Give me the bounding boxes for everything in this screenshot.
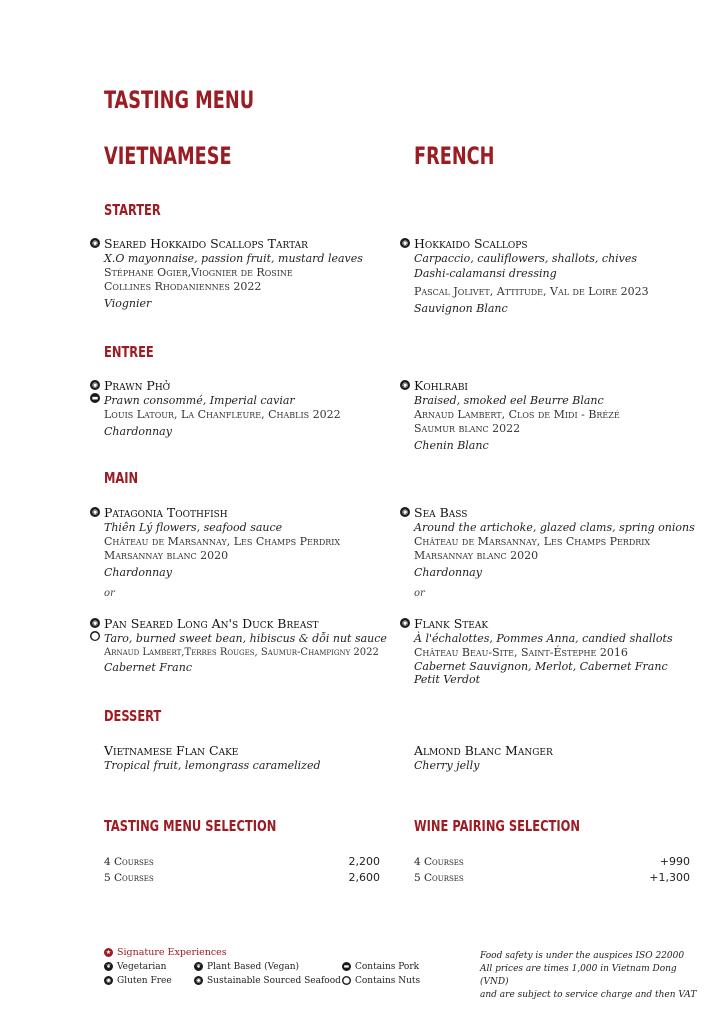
dish-dessert-french	[414, 743, 714, 773]
legend-signature	[104, 947, 227, 958]
grape-variety: Chardonnay	[414, 566, 482, 579]
dish-name: Prawn Phở	[104, 378, 171, 393]
wine-pairing-line2: Collines Rhodaniennes 2022	[104, 280, 262, 293]
column-title-vietnamese: VIETNAMESE	[104, 142, 232, 170]
wine-option-price: +1,300	[649, 871, 690, 884]
note-line: Food safety is under the auspices ISO 22000	[480, 951, 685, 961]
tasting-option-price: 2,200	[348, 855, 380, 868]
legend-contains-nuts	[342, 976, 420, 986]
contains-nuts-icon: ⬤	[343, 977, 350, 984]
dish-name: Pan Seared Long An's Duck Breast	[104, 616, 319, 631]
wine-pairing-line2: Marsannay blanc 2020	[414, 549, 539, 562]
dish-dessert-vietnamese	[104, 743, 404, 773]
dish-description: Taro, burned sweet bean, hibiscus & dỗi nut sauce	[104, 632, 387, 645]
sustainable-seafood-icon: ◉	[91, 508, 99, 516]
dish-name: Seared Hokkaido Scallops Tartar	[104, 236, 308, 251]
course-heading-entree: ENTREE	[104, 343, 154, 361]
wine-pairing-line2: Saumur blanc 2022	[414, 422, 521, 435]
grape-variety: Chardonnay	[104, 566, 172, 579]
dish-description: Cherry jelly	[414, 759, 480, 772]
wine-pairing: Arnaud Lambert,Terres Rouges, Saumur-Champigny 2022	[104, 647, 379, 658]
wine-option-label: 4 Courses	[414, 856, 464, 868]
wine-pairing: Louis Latour, La Chanfleure, Chablis 2022	[104, 408, 341, 421]
legend-label: Sustainable Sourced Seafood	[207, 976, 341, 986]
dish-description: Thiên Lý flowers, seafood sauce	[104, 521, 283, 534]
dish-description: À l'échalottes, Pommes Anna, candied shallots	[414, 632, 673, 645]
tasting-option-label: 5 Courses	[104, 872, 154, 884]
contains-pork-icon: ▬	[91, 394, 99, 402]
legend-gluten-free	[104, 976, 172, 986]
sustainable-seafood-icon: ◉	[401, 381, 409, 389]
note-line: and are subject to service charge and then VAT	[480, 990, 697, 1000]
wine-pairing-line2: Marsannay blanc 2020	[104, 549, 229, 562]
wine-selection-title: WINE PAIRING SELECTION	[414, 817, 580, 835]
tasting-option-price: 2,600	[348, 871, 380, 884]
legend-vegetarian	[104, 962, 166, 972]
sustainable-seafood-icon: ◉	[91, 239, 99, 247]
vegetarian-icon: ❦	[105, 963, 112, 970]
footer-notes	[480, 950, 700, 1002]
wine-pairing: Pascal Jolivet, Attitude, Val de Loire 2023	[414, 285, 649, 298]
contains-pork-icon: ▬	[343, 963, 350, 970]
tasting-option-label: 4 Courses	[104, 856, 154, 868]
dish-starter-french	[414, 236, 714, 316]
sustainable-seafood-icon: ◉	[401, 508, 409, 516]
dish-name: Flank Steak	[414, 616, 489, 631]
dish-starter-vietnamese	[104, 236, 404, 311]
dish-description-line2: Dashi-calamansi dressing	[414, 267, 557, 280]
legend-contains-pork	[342, 962, 419, 972]
sustainable-seafood-icon: ◉	[195, 977, 202, 984]
signature-icon: ★	[105, 949, 112, 956]
dish-name: Patagonia Toothfish	[104, 505, 228, 520]
grape-variety: Chardonnay	[104, 425, 172, 438]
dish-main-french-1	[414, 505, 714, 601]
grape-variety: Sauvignon Blanc	[414, 302, 508, 315]
dish-description: Around the artichoke, glazed clams, spring onions	[414, 521, 695, 534]
page-title: TASTING MENU	[104, 86, 255, 114]
legend-sustainable-seafood	[194, 976, 341, 986]
legend-label: Contains Pork	[355, 962, 420, 972]
sustainable-seafood-icon: ◉	[91, 381, 99, 389]
dish-description: Prawn consommé, Imperial caviar	[104, 394, 295, 407]
wine-option-price: +990	[659, 855, 690, 868]
sustainable-seafood-icon: ◉	[401, 239, 409, 247]
wine-pairing: Château de Marsannay, Les Champs Perdrix	[104, 535, 341, 548]
wine-pairing: Stéphane Ogier,Viognier de Rosine	[104, 266, 293, 279]
course-heading-dessert: DESSERT	[104, 707, 162, 725]
or-separator: or	[414, 588, 425, 599]
dish-name: Almond Blanc Manger	[414, 743, 553, 758]
plant-based-icon: ❦	[195, 963, 202, 970]
wine-pairing: Arnaud Lambert, Clos de Midi - Brézé	[414, 408, 620, 421]
grape-variety-line2: Petit Verdot	[414, 673, 481, 686]
gluten-free-icon: ◉	[105, 977, 112, 984]
wine-pairing: Château de Marsannay, Les Champs Perdrix	[414, 535, 651, 548]
dish-entree-french	[414, 378, 714, 453]
legend-label: Vegetarian	[117, 962, 167, 972]
dish-main-vietnamese-1	[104, 505, 404, 601]
tasting-selection-title: TASTING MENU SELECTION	[104, 817, 277, 835]
dish-name: Kohlrabi	[414, 378, 468, 393]
dish-main-french-2	[414, 616, 714, 686]
gluten-free-icon: ◉	[401, 619, 409, 627]
legend-label: Gluten Free	[117, 976, 172, 986]
grape-variety: Cabernet Franc	[104, 661, 192, 674]
column-title-french: FRENCH	[414, 142, 495, 170]
dish-name: Hokkaido Scallops	[414, 236, 528, 251]
note-line: All prices are times 1,000 in Vietnam Dong (VND)	[480, 964, 677, 987]
dish-description: Braised, smoked eel Beurre Blanc	[414, 394, 604, 407]
dish-description: Tropical fruit, lemongrass caramelized	[104, 759, 321, 772]
legend-label: Plant Based (Vegan)	[207, 962, 300, 972]
legend-plant-based	[194, 962, 299, 972]
dish-main-vietnamese-2	[104, 616, 394, 675]
grape-variety: Chenin Blanc	[414, 439, 489, 452]
wine-pairing: Château Beau-Site, Saint-Éstephe 2016	[414, 646, 628, 659]
or-separator: or	[104, 588, 115, 599]
contains-nuts-icon: ⬤	[91, 632, 99, 640]
course-heading-starter: STARTER	[104, 201, 161, 219]
course-heading-main: MAIN	[104, 469, 139, 487]
grape-variety: Viognier	[104, 297, 152, 310]
legend-label: Signature Experiences	[117, 947, 227, 958]
wine-option-label: 5 Courses	[414, 872, 464, 884]
dish-entree-vietnamese	[104, 378, 404, 439]
dish-description: X.O mayonnaise, passion fruit, mustard leaves	[104, 252, 363, 265]
sustainable-seafood-icon: ◉	[91, 619, 99, 627]
grape-variety: Cabernet Sauvignon, Merlot, Cabernet Franc	[414, 660, 668, 673]
legend-label: Contains Nuts	[355, 976, 421, 986]
dish-name: Vietnamese Flan Cake	[104, 743, 239, 758]
dish-name: Sea Bass	[414, 505, 468, 520]
dish-description: Carpaccio, cauliflowers, shallots, chives	[414, 252, 638, 265]
